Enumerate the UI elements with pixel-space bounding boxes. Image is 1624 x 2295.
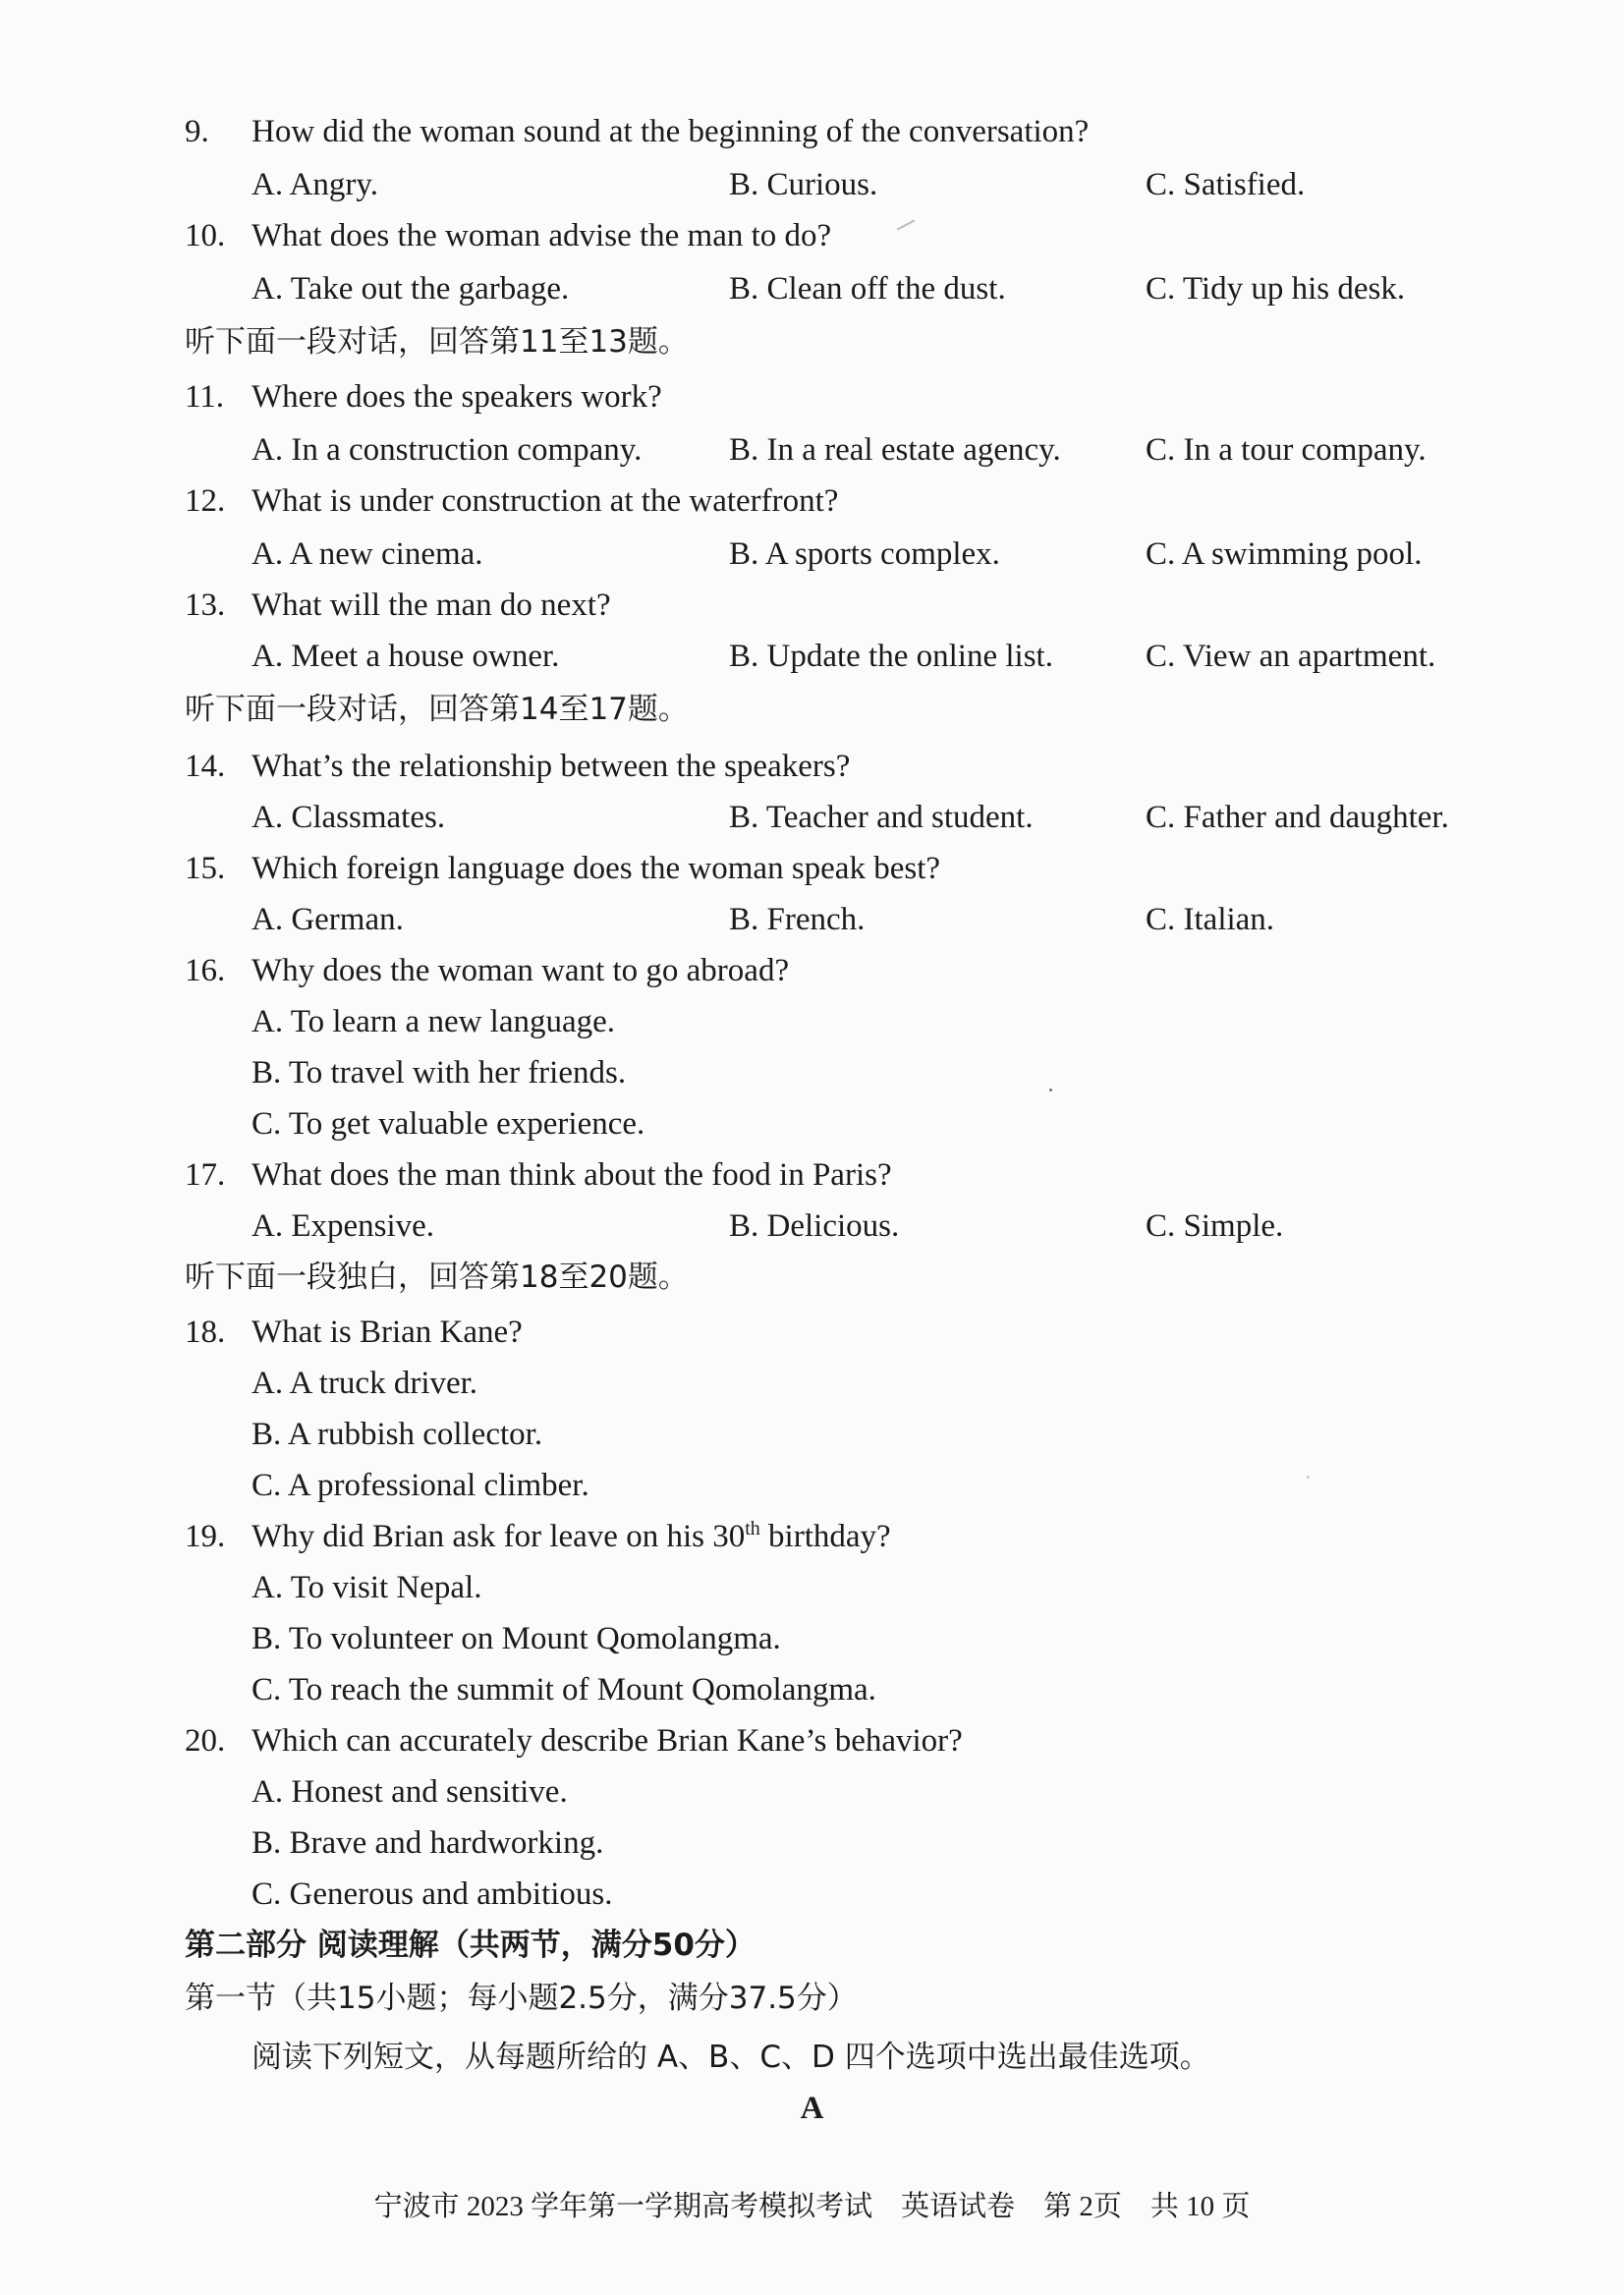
instruction-text: 听下面一段对话，回答第14至17题。 <box>185 692 689 727</box>
section-heading: 第二部分 阅读理解（共两节，满分50分） <box>185 1928 756 1963</box>
option-b: B. French. <box>729 902 866 937</box>
question-16 <box>0 945 1624 996</box>
question-number: 13. <box>185 588 226 623</box>
directions-text: 阅读下列短文，从每题所给的 A、B、C、D 四个选项中选出最佳选项。 <box>252 2040 1210 2075</box>
option-b: B. Clean off the dust. <box>729 271 1006 307</box>
question-text: Which foreign language does the woman speak best? <box>252 851 941 886</box>
option-c: C. Tidy up his desk. <box>1146 271 1406 307</box>
question-13 <box>0 580 1624 631</box>
question-18-option-b <box>0 1409 1624 1460</box>
option-a: A. A truck driver. <box>252 1366 478 1401</box>
question-text: What is Brian Kane? <box>252 1315 523 1350</box>
instruction-18-20 <box>0 1252 1624 1303</box>
question-20 <box>0 1715 1624 1766</box>
question-number: 11. <box>185 379 225 415</box>
question-text: Why does the woman want to go abroad? <box>252 953 790 988</box>
question-number: 20. <box>185 1723 226 1759</box>
option-a: A. Expensive. <box>252 1208 435 1244</box>
scan-dot <box>1049 1089 1052 1092</box>
option-a: A. To learn a new language. <box>252 1004 616 1039</box>
question-12 <box>0 476 1624 527</box>
question-number: 17. <box>185 1157 226 1193</box>
option-c: C. A swimming pool. <box>1146 536 1423 572</box>
question-text-start: Why did Brian ask for leave on his 30 <box>252 1519 746 1554</box>
question-19-option-c <box>0 1664 1624 1715</box>
question-text: What’s the relationship between the speakers? <box>252 749 851 784</box>
scan-dot <box>1307 1476 1310 1479</box>
option-b: B. Teacher and student. <box>729 800 1034 835</box>
option-c: C. A professional climber. <box>252 1468 589 1503</box>
option-b: B. Delicious. <box>729 1208 900 1244</box>
option-a: A. Classmates. <box>252 800 446 835</box>
instruction-text: 听下面一段对话，回答第11至13题。 <box>185 324 689 360</box>
question-text: Which can accurately describe Brian Kane’s behavior? <box>252 1723 963 1759</box>
question-17-options <box>0 1201 1624 1252</box>
option-c: C. To get valuable experience. <box>252 1106 645 1142</box>
question-text: What does the man think about the food in Paris? <box>252 1157 892 1193</box>
option-b: B. Update the online list. <box>729 639 1053 674</box>
question-number: 10. <box>185 218 226 253</box>
question-text: How did the woman sound at the beginning of the conversation? <box>252 114 1090 149</box>
option-a: A. To visit Nepal. <box>252 1570 482 1605</box>
question-text-end: birthday? <box>759 1519 891 1554</box>
instruction-text: 听下面一段独白，回答第18至20题。 <box>185 1259 689 1295</box>
question-20-option-a <box>0 1766 1624 1818</box>
option-b: B. To volunteer on Mount Qomolangma. <box>252 1621 781 1656</box>
option-a: A. In a construction company. <box>252 432 643 468</box>
option-a: A. Meet a house owner. <box>252 639 560 674</box>
option-c: C. Satisfied. <box>1146 167 1306 202</box>
question-number: 12. <box>185 483 226 519</box>
question-14-options <box>0 792 1624 843</box>
question-9-options <box>0 159 1624 210</box>
question-15-options <box>0 894 1624 945</box>
instruction-11-13 <box>0 316 1624 367</box>
question-text <box>252 1511 891 1562</box>
option-a: A. Angry. <box>252 167 378 202</box>
option-b: B. A sports complex. <box>729 536 1000 572</box>
ordinal-suffix: th <box>745 1518 760 1539</box>
question-text: What will the man do next? <box>252 588 611 623</box>
option-b: B. To travel with her friends. <box>252 1055 627 1091</box>
question-20-option-b <box>0 1818 1624 1869</box>
question-17 <box>0 1149 1624 1201</box>
option-c: C. View an apartment. <box>1146 639 1436 674</box>
question-9 <box>0 106 1624 157</box>
question-19 <box>0 1511 1624 1562</box>
option-a: A. Take out the garbage. <box>252 271 570 307</box>
question-10-options <box>0 263 1624 314</box>
question-number: 19. <box>185 1519 226 1554</box>
question-text: What is under construction at the waterfront? <box>252 483 839 519</box>
part2-section1 <box>0 1973 1624 2024</box>
page-footer <box>0 2181 1624 2232</box>
option-c: C. Generous and ambitious. <box>252 1876 613 1912</box>
option-a: A. Honest and sensitive. <box>252 1774 568 1810</box>
part2-heading <box>0 1920 1624 1971</box>
question-18-option-c <box>0 1460 1624 1511</box>
question-11-options <box>0 424 1624 476</box>
option-a: A. German. <box>252 902 404 937</box>
section-subheading: 第一节（共15小题；每小题2.5分，满分37.5分） <box>185 1981 858 2016</box>
passage-label: A <box>800 2091 824 2126</box>
question-number: 15. <box>185 851 226 886</box>
option-c: C. In a tour company. <box>1146 432 1427 468</box>
question-18 <box>0 1307 1624 1358</box>
option-a: A. A new cinema. <box>252 536 483 572</box>
option-c: C. Father and daughter. <box>1146 800 1449 835</box>
question-19-option-b <box>0 1613 1624 1664</box>
option-b: B. Curious. <box>729 167 878 202</box>
question-number: 16. <box>185 953 226 988</box>
question-18-option-a <box>0 1358 1624 1409</box>
question-14 <box>0 741 1624 792</box>
question-10 <box>0 210 1624 261</box>
question-16-option-b <box>0 1047 1624 1098</box>
question-number: 18. <box>185 1315 226 1350</box>
option-c: C. Italian. <box>1146 902 1275 937</box>
question-16-option-a <box>0 996 1624 1047</box>
question-number: 14. <box>185 749 226 784</box>
passage-label-line <box>0 2083 1624 2134</box>
footer-text: 宁波市 2023 学年第一学期高考模拟考试 英语试卷 第 2页 共 10 页 <box>373 2191 1251 2222</box>
option-b: B. Brave and hardworking. <box>252 1825 604 1861</box>
question-11 <box>0 371 1624 422</box>
question-12-options <box>0 529 1624 580</box>
question-text: What does the woman advise the man to do? <box>252 218 832 253</box>
option-b: B. In a real estate agency. <box>729 432 1061 468</box>
question-19-option-a <box>0 1562 1624 1613</box>
question-13-options <box>0 631 1624 682</box>
question-20-option-c <box>0 1869 1624 1920</box>
instruction-14-17 <box>0 684 1624 735</box>
part2-directions <box>0 2032 1624 2083</box>
option-c: C. Simple. <box>1146 1208 1284 1244</box>
question-text: Where does the speakers work? <box>252 379 662 415</box>
option-b: B. A rubbish collector. <box>252 1417 543 1452</box>
question-16-option-c <box>0 1098 1624 1149</box>
option-c: C. To reach the summit of Mount Qomolangma. <box>252 1672 876 1707</box>
question-15 <box>0 843 1624 894</box>
question-number: 9. <box>185 114 209 149</box>
